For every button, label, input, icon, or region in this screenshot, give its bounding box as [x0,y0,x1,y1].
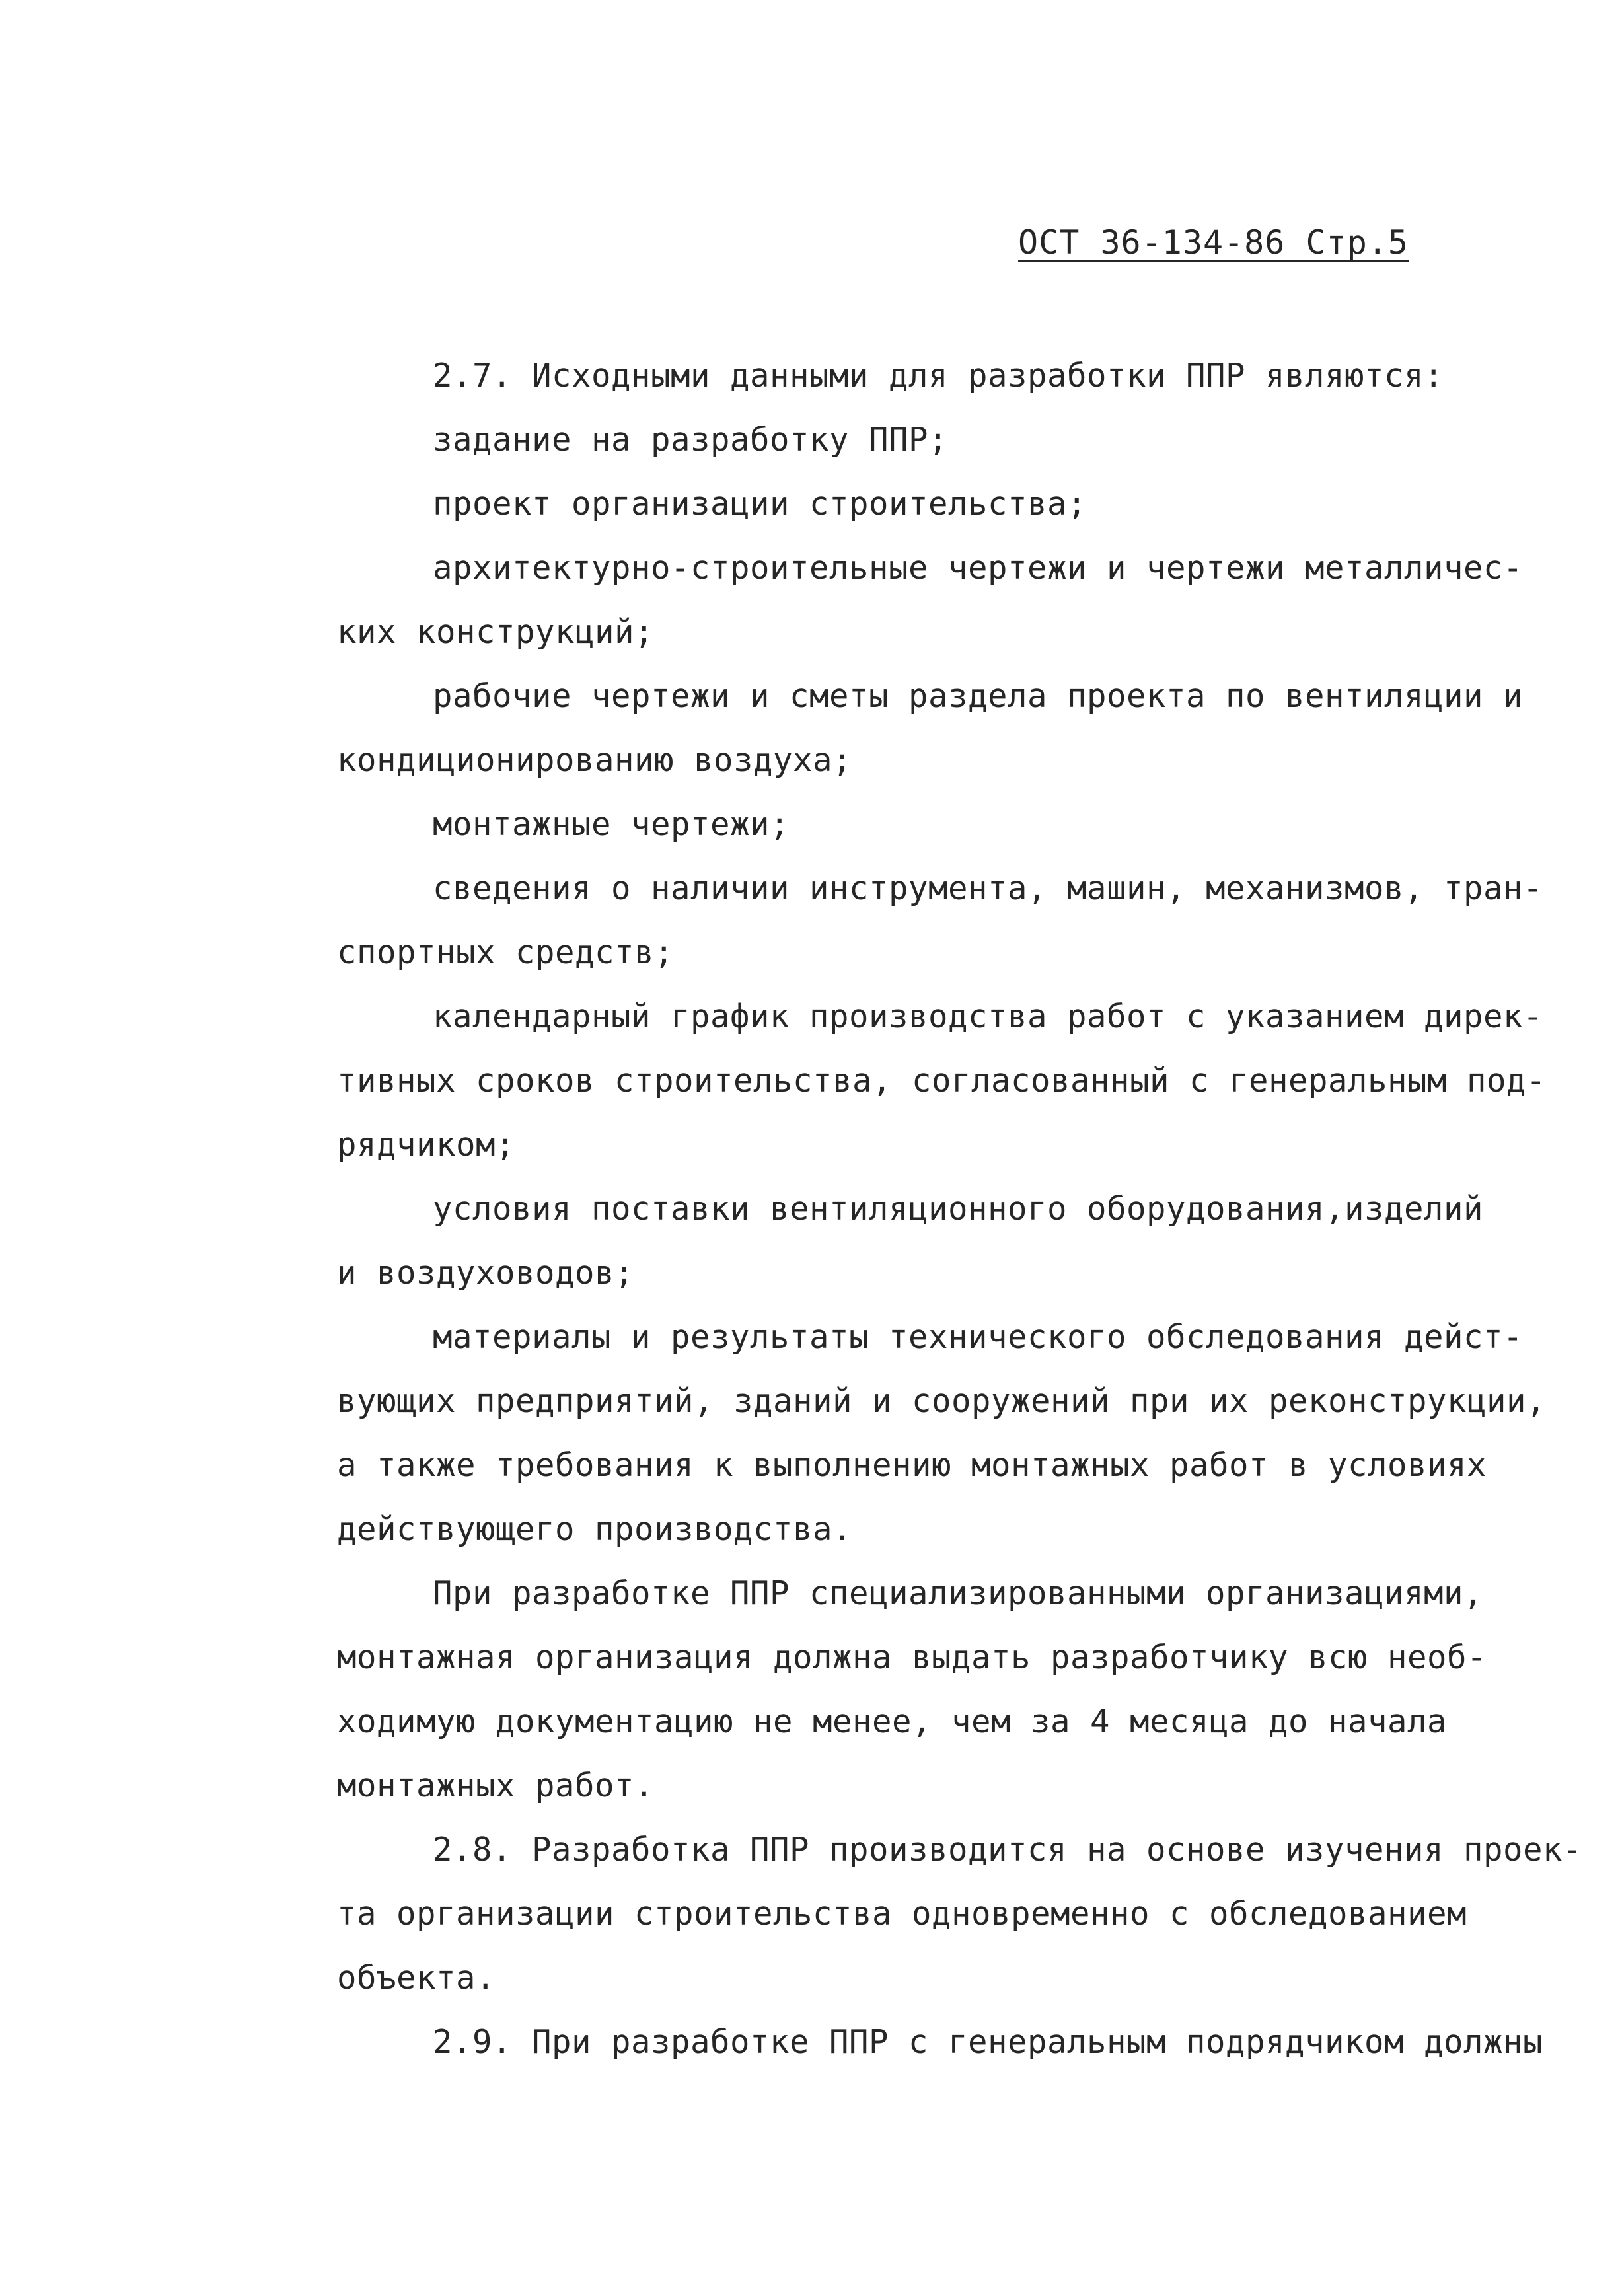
text-line: и воздуховодов; [337,1254,635,1292]
text-line: календарный график производства работ с указанием дирек- [433,998,1543,1035]
text-line: вующих предприятий, зданий и сооружений при их реконструкции, [337,1382,1547,1420]
text-line: действующего производства. [337,1510,853,1548]
text-line: та организации строительства одновременно с обследованием [337,1895,1467,1933]
text-line: материалы и результаты технического обследования дейст- [433,1318,1524,1356]
text-line: рабочие чертежи и сметы раздела проекта по вентиляции и [433,677,1524,715]
document-body [337,344,1583,2074]
text-line: монтажных работ. [337,1767,655,1804]
text-line: 2.9. При разработке ППР с генеральным подрядчиком должны [433,2023,1543,2061]
text-line: задание на разработку ППР; [433,421,949,459]
text-line: 2.8. Разработка ППР производится на основе изучения проек- [433,1831,1583,1869]
text-line: монтажная организация должна выдать разработчику всю необ- [337,1639,1487,1676]
text-line: монтажные чертежи; [433,805,790,843]
text-line: проект организации строительства; [433,485,1087,523]
text-line: ходимую документацию не менее, чем за 4 месяца до начала [337,1703,1448,1740]
text-line: спортных средств; [337,934,675,971]
page-header-doc-ref: ОСТ 36-134-86 Стр.5 [1018,223,1409,262]
text-line: а также требования к выполнению монтажных работ в условиях [337,1446,1487,1484]
text-line: рядчиком; [337,1126,516,1164]
text-line: условия поставки вентиляционного оборудования,изделий [433,1190,1484,1228]
text-line: При разработке ППР специализированными организациями, [433,1574,1484,1612]
text-line: кондиционированию воздуха; [337,741,853,779]
text-line: объекта. [337,1959,496,1997]
text-line: ких конструкций; [337,613,655,651]
text-line: архитектурно-строительные чертежи и чертежи металличес- [433,549,1524,587]
text-line: сведения о наличии инструмента, машин, механизмов, тран- [433,870,1543,907]
text-line: тивных сроков строительства, согласованный с генеральным под- [337,1062,1547,1099]
text-line: 2.7. Исходными данными для разработки ППР являются: [433,357,1444,394]
